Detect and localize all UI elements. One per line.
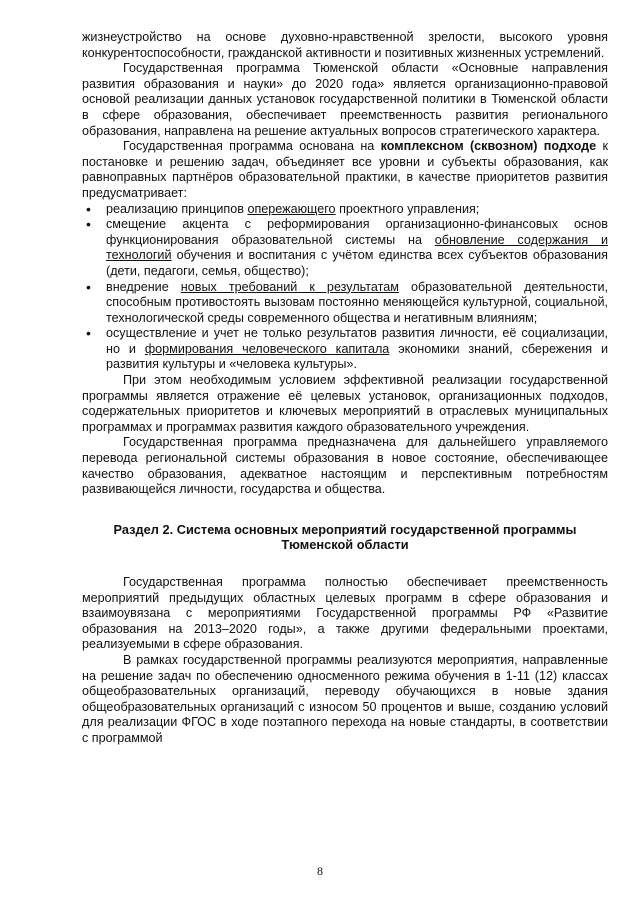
list-item-text: проектного управления; [335, 201, 480, 216]
list-item-text: внедрение [106, 279, 181, 294]
list-item [82, 202, 608, 218]
paragraph-3-bold: комплексном (сквозном) подходе [380, 139, 597, 154]
list-item-text: осуществление и учет не только результатов развития личности, её социализации, но и [106, 326, 608, 356]
priorities-list [82, 202, 608, 374]
section-heading: Раздел 2. Система основных мероприятий государственной программы Тюменской области [113, 521, 577, 553]
paragraph-3 [82, 139, 608, 201]
list-item-text: обучения и воспитания с учётом единства всех субъектов образования (дети, педагоги, семья, общество); [106, 248, 608, 278]
list-item-underlined: обновление содержания и технологий [106, 232, 608, 263]
paragraph-4: При этом необходимым условием эффективной реализации государственной программы является отражение её целевых установок, организационных подходов, содержательных приоритетов и ключевых мероприятий в отраслевых муниципальных программах и программах развития каждого образовательного учреждения. [82, 373, 608, 434]
list-item-text: смещение акцента с реформирования организационно-финансовых основ функционирования образовательной системы на [106, 217, 608, 247]
page-number: 8 [317, 864, 323, 878]
paragraph-2: Государственная программа Тюменской области «Основные направления развития образования и науки» до 2020 года» является организационно-правовой основой реализации данных установок государственной политики в Тюменской области в сфере образования, обеспечивает преемственность развития регионального образования, направлена на решение актуальных вопросов стратегического характера. [82, 61, 608, 138]
paragraph-3-text: Государственная программа основана на [123, 139, 381, 154]
paragraph-5: Государственная программа предназначена для дальнейшего управляемого перевода региональной системы образования в новое состояние, обеспечивающее качество образования, адекватное настоящим и перспективным потребностям развивающейся личности, государства и общества. [82, 435, 608, 497]
paragraph-3-text: к постановке и решению задач, объединяет все уровни и субъекты образования, как равноправных партнёров образовательной практики, в качестве приоритетов развития предусматривает: [82, 139, 608, 200]
list-item [82, 217, 608, 279]
list-item-underlined: новых требований к результатам [180, 279, 399, 294]
list-item-text: образовательной деятельности, способным противостоять вызовам постоянно меняющейся культурной, социальной, технологической среды современного общества и негативным влияниям; [106, 279, 608, 325]
list-item-underlined: формирования человеческого капитала [144, 341, 390, 356]
paragraph-6: Государственная программа полностью обеспечивает преемственность мероприятий предыдущих областных целевых программ в сфере образования и взаимоувязана с мероприятиями Государственной программы РФ «Развитие образования на 2013–2020 годы», а также другими федеральными проектами, реализуемыми в сфере образования. [82, 575, 608, 652]
list-item [82, 280, 608, 327]
list-item-underlined: опережающего [247, 201, 336, 216]
paragraph-1: жизнеустройство на основе духовно-нравственной зрелости, высокого уровня конкурентоспособности, гражданской активности и позитивных жизненных устремлений. [82, 30, 608, 60]
paragraph-7: В рамках государственной программы реализуются мероприятия, направленные на решение задач по обеспечению односменного режима обучения в 1-11 (12) классах общеобразовательных организаций, переводу обучающихся в новые здания общеобразовательных организаций с износом 50 процентов и выше, созданию условий для реализации ФГОС в ходе поэтапного перехода на новые стандарты, в соответствии с программой [82, 652, 608, 745]
list-item-text: реализацию принципов [106, 201, 248, 216]
text-column [82, 30, 608, 747]
list-item [82, 326, 608, 373]
list-item-text: экономики знаний, сбережения и развития культуры и «человека культуры». [106, 341, 608, 372]
